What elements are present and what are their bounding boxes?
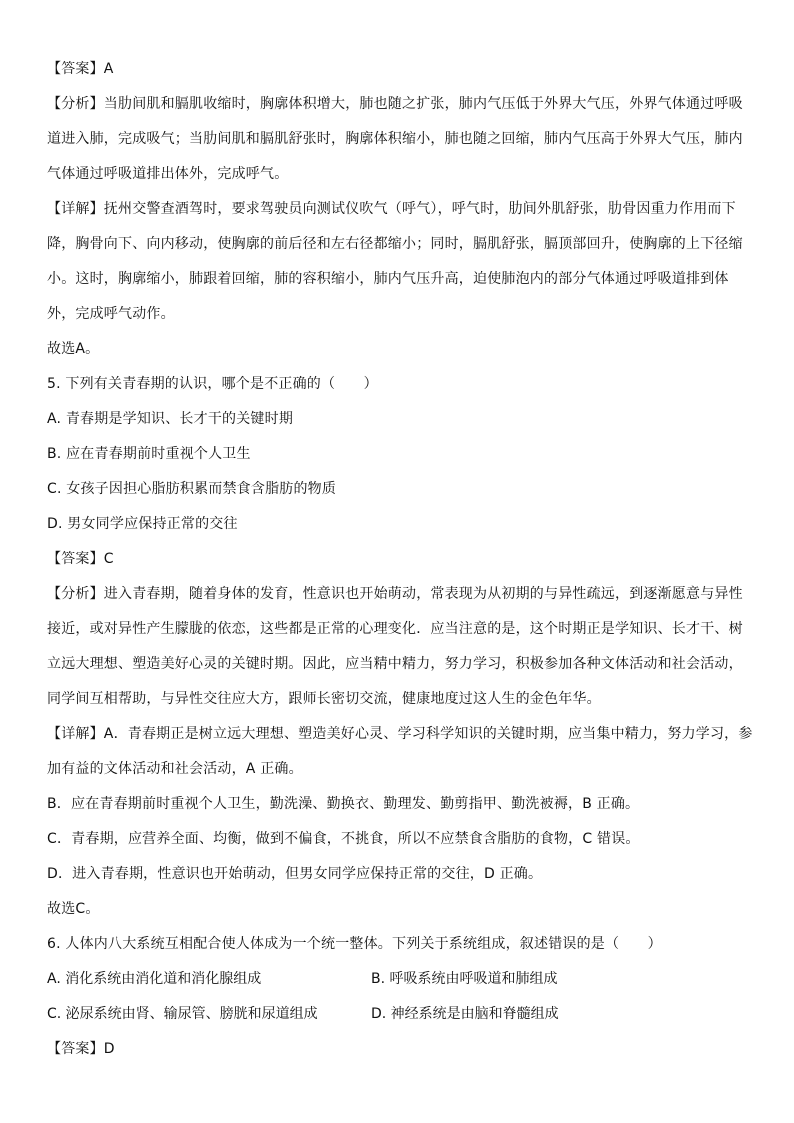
q6-question: 6. 人体内八大系统互相配合使人体成为一个统一整体。下列关于系统组成，叙述错误的是（ ） — [47, 936, 662, 952]
q4-analysis — [47, 87, 754, 192]
q6-option-c: C. 泌尿系统由肾、输尿管、膀胱和尿道组成 — [47, 1006, 318, 1022]
q5-choice: 故选C。 — [47, 901, 100, 917]
q4-detail-line: 外，完成呼气动作。 — [47, 306, 175, 322]
q5-option-b: B. 应在青春期前时重视个人卫生 — [47, 446, 251, 462]
q5-detail-line: 加有益的文体活动和社会活动，A 正确。 — [47, 761, 303, 777]
q5-answer: 【答案】C — [47, 551, 114, 567]
q5-detail-line: B．应在青春期前时重视个人卫生，勤洗澡、勤换衣、勤理发、勤剪指甲、勤洗被褥，B 正确。 — [47, 796, 640, 812]
q4-choice: 故选A。 — [47, 341, 100, 357]
q5-option-d: D. 男女同学应保持正常的交往 — [47, 516, 238, 532]
q6-option-b: B. 呼吸系统由呼吸道和肺组成 — [371, 971, 558, 987]
q5-question: 5. 下列有关青春期的认识，哪个是不正确的（ ） — [47, 376, 378, 392]
q5-analysis-line: 立远大理想、塑造美好心灵的关键时期。因此，应当精中精力，努力学习，积极参加各种文体活动和社会活动， — [47, 656, 743, 672]
q5-analysis — [47, 577, 754, 717]
q6-option-a: A. 消化系统由消化道和消化腺组成 — [47, 971, 262, 987]
q4-detail-line: 【详解】抚州交警查酒驾时，要求驾驶员向测试仪吹气（呼气），呼气时，肋间外肌舒张，肋骨因重力作用而下 — [47, 201, 736, 217]
q5-detail-line: 【详解】A．青春期正是树立远大理想、塑造美好心灵、学习科学知识的关键时期，应当集中精力，努力学习，参 — [47, 726, 753, 742]
q5-option-a: A. 青春期是学知识、长才干的关键时期 — [47, 411, 294, 427]
q5-analysis-line: 【分析】进入青春期，随着身体的发育，性意识也开始萌动，常表现为从初期的与异性疏远，到逐渐愿意与异性 — [47, 586, 743, 602]
q6-options-row-1 — [47, 962, 754, 997]
q4-analysis-line: 【分析】当肋间肌和膈肌收缩时，胸廓体积增大，肺也随之扩张，肺内气压低于外界大气压，外界气体通过呼吸 — [47, 96, 743, 112]
q5-detail-line: C．青春期，应营养全面、均衡，做到不偏食，不挑食，所以不应禁食含脂肪的食物，C 错误。 — [47, 831, 640, 847]
q4-analysis-line: 道进入肺，完成吸气；当肋间肌和膈肌舒张时，胸廓体积缩小，肺也随之回缩，肺内气压高于外界大气压，肺内 — [47, 131, 743, 147]
q4-analysis-line: 气体通过呼吸道排出体外，完成呼气。 — [47, 166, 289, 182]
q4-detail-line: 小。这时，胸廓缩小，肺跟着回缩，肺的容积缩小，肺内气压升高，迫使肺泡内的部分气体通过呼吸道排到体 — [47, 271, 729, 287]
q4-detail — [47, 192, 754, 332]
q6-option-d: D. 神经系统是由脑和脊髓组成 — [371, 1006, 559, 1022]
q5-analysis-line: 接近，或对异性产生朦胧的依恋，这些都是正常的心理变化．应当注意的是，这个时期正是学知识、长才干、树 — [47, 621, 743, 637]
q6-answer: 【答案】D — [47, 1041, 115, 1057]
q5-detail-line: D．进入青春期，性意识也开始萌动，但男女同学应保持正常的交往，D 正确。 — [47, 866, 543, 882]
q5-detail — [47, 717, 754, 892]
q5-option-c: C. 女孩子因担心脂肪积累而禁食含脂肪的物质 — [47, 481, 337, 497]
q6-options-row-2 — [47, 997, 754, 1032]
q5-analysis-line: 同学间互相帮助，与异性交往应大方，跟师长密切交流，健康地度过这人生的金色年华。 — [47, 691, 601, 707]
q4-detail-line: 降，胸骨向下、向内移动，使胸廓的前后径和左右径都缩小；同时，膈肌舒张，膈顶部回升，使胸廓的上下径缩 — [47, 236, 743, 252]
q4-answer: 【答案】A — [47, 61, 114, 77]
